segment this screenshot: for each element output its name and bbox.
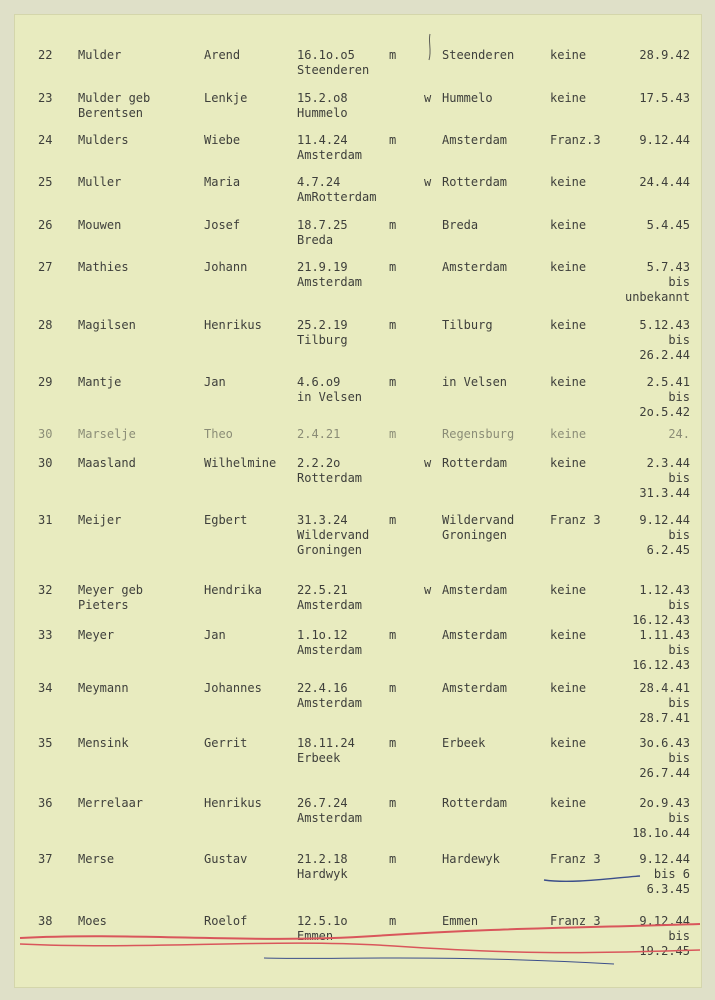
residence: Rotterdam: [442, 456, 508, 470]
row-number: 25: [38, 175, 53, 189]
birth-date-place: 16.1o.o5 Steenderen: [297, 48, 370, 77]
given-name: Roelof: [204, 914, 248, 928]
row-number: 28: [38, 318, 53, 332]
record-row: [14, 375, 702, 435]
birth-date-place: 25.2.19 Tilburg: [297, 318, 348, 347]
birth-date-place: 11.4.24 Amsterdam: [297, 133, 363, 162]
given-name: Egbert: [204, 513, 248, 527]
birth-date-place: 22.4.16 Amsterdam: [297, 681, 363, 710]
record-row: [14, 513, 702, 573]
given-name: Johannes: [204, 681, 262, 695]
sex: m: [389, 48, 397, 62]
date-range: 5.4.45: [646, 218, 690, 232]
row-number: 24: [38, 133, 53, 147]
sex: m: [389, 628, 397, 642]
nationality: keine: [550, 175, 587, 189]
nationality: keine: [550, 583, 587, 597]
date-range: 5.7.43 bis unbekannt: [624, 260, 690, 304]
sex: m: [389, 852, 397, 866]
given-name: Wiebe: [204, 133, 241, 147]
nationality: keine: [550, 48, 587, 62]
row-number: 30: [38, 427, 53, 441]
row-number: 35: [38, 736, 53, 750]
surname: Muller: [78, 175, 122, 189]
birth-date-place: 15.2.o8 Hummelo: [297, 91, 348, 120]
given-name: Jan: [204, 628, 226, 642]
date-range: 24.: [668, 427, 690, 441]
sex: m: [389, 681, 397, 695]
document-page: [14, 14, 702, 988]
given-name: Lenkje: [204, 91, 248, 105]
given-name: Theo: [204, 427, 233, 441]
sex: w: [424, 583, 432, 597]
row-number: 26: [38, 218, 53, 232]
sex: m: [389, 914, 397, 928]
sex: m: [389, 796, 397, 810]
surname: Mulders: [78, 133, 129, 147]
date-range: 2.3.44 bis 31.3.44: [639, 456, 690, 500]
residence: Hardewyk: [442, 852, 500, 866]
residence: Tilburg: [442, 318, 493, 332]
surname: Meijer: [78, 513, 122, 527]
surname: Moes: [78, 914, 107, 928]
sex: m: [389, 218, 397, 232]
birth-date-place: 4.7.24 AmRotterdam: [297, 175, 377, 204]
residence: Amsterdam: [442, 583, 508, 597]
birth-date-place: 18.7.25 Breda: [297, 218, 348, 247]
residence: Rotterdam: [442, 175, 508, 189]
row-number: 38: [38, 914, 53, 928]
birth-date-place: 31.3.24 Wildervand Groningen: [297, 513, 370, 557]
residence: Erbeek: [442, 736, 486, 750]
residence: Regensburg: [442, 427, 515, 441]
birth-date-place: 2.2.2o Rotterdam: [297, 456, 363, 485]
nationality: keine: [550, 260, 587, 274]
nationality: keine: [550, 796, 587, 810]
record-row: [14, 456, 702, 516]
record-row: [14, 260, 702, 320]
residence: Amsterdam: [442, 260, 508, 274]
surname: Mathies: [78, 260, 129, 274]
nationality: Franz 3: [550, 852, 601, 866]
nationality: keine: [550, 218, 587, 232]
date-range: 1.12.43 bis 16.12.43: [632, 583, 690, 627]
surname: Mulder: [78, 48, 122, 62]
sex: m: [389, 427, 397, 441]
birth-date-place: 12.5.1o Emmen: [297, 914, 348, 943]
row-number: 33: [38, 628, 53, 642]
residence: Amsterdam: [442, 628, 508, 642]
record-row: [14, 628, 702, 688]
nationality: Franz.3: [550, 133, 601, 147]
date-range: 28.4.41 bis 28.7.41: [639, 681, 690, 725]
sex: w: [424, 175, 432, 189]
surname: Meymann: [78, 681, 129, 695]
date-range: 2.5.41 bis 2o.5.42: [639, 375, 690, 419]
surname: Meyer: [78, 628, 115, 642]
nationality: Franz 3: [550, 914, 601, 928]
sex: m: [389, 318, 397, 332]
surname: Mantje: [78, 375, 122, 389]
date-range: 17.5.43: [639, 91, 690, 105]
surname: Maasland: [78, 456, 136, 470]
nationality: keine: [550, 375, 587, 389]
date-range: 9.12.44: [639, 133, 690, 147]
surname: Mulder geb Berentsen: [78, 91, 151, 120]
nationality: keine: [550, 456, 587, 470]
residence: Wildervand Groningen: [442, 513, 515, 542]
sex: m: [389, 133, 397, 147]
sex: m: [389, 375, 397, 389]
nationality: keine: [550, 681, 587, 695]
nationality: keine: [550, 427, 587, 441]
surname: Merse: [78, 852, 115, 866]
given-name: Wilhelmine: [204, 456, 277, 470]
birth-date-place: 21.9.19 Amsterdam: [297, 260, 363, 289]
record-row: [14, 681, 702, 741]
given-name: Gustav: [204, 852, 248, 866]
red-pencil-underline: [14, 914, 702, 974]
sex: m: [389, 260, 397, 274]
date-range: 3o.6.43 bis 26.7.44: [639, 736, 690, 780]
surname: Meyer geb Pieters: [78, 583, 144, 612]
nationality: keine: [550, 628, 587, 642]
residence: Steenderen: [442, 48, 515, 62]
given-name: Henrikus: [204, 796, 262, 810]
row-number: 31: [38, 513, 53, 527]
row-number: 36: [38, 796, 53, 810]
row-number: 30: [38, 456, 53, 470]
date-range: 24.4.44: [639, 175, 690, 189]
sex: m: [389, 736, 397, 750]
residence: in Velsen: [442, 375, 508, 389]
birth-date-place: 22.5.21 Amsterdam: [297, 583, 363, 612]
date-range: 28.9.42: [639, 48, 690, 62]
given-name: Henrikus: [204, 318, 262, 332]
given-name: Johann: [204, 260, 248, 274]
row-number: 37: [38, 852, 53, 866]
record-row: [14, 796, 702, 856]
given-name: Maria: [204, 175, 241, 189]
surname: Magilsen: [78, 318, 136, 332]
nationality: Franz 3: [550, 513, 601, 527]
date-range: 5.12.43 bis 26.2.44: [639, 318, 690, 362]
nationality: keine: [550, 91, 587, 105]
residence: Amsterdam: [442, 133, 508, 147]
surname: Mensink: [78, 736, 129, 750]
sex: w: [424, 456, 432, 470]
date-range: 2o.9.43 bis 18.1o.44: [632, 796, 690, 840]
given-name: Hendrika: [204, 583, 262, 597]
record-row: [14, 736, 702, 796]
residence: Emmen: [442, 914, 479, 928]
given-name: Arend: [204, 48, 241, 62]
given-name: Jan: [204, 375, 226, 389]
residence: Hummelo: [442, 91, 493, 105]
residence: Amsterdam: [442, 681, 508, 695]
row-number: 23: [38, 91, 53, 105]
date-range: 9.12.44 bis 6.2.45: [639, 513, 690, 557]
birth-date-place: 1.1o.12 Amsterdam: [297, 628, 363, 657]
birth-date-place: 18.11.24 Erbeek: [297, 736, 355, 765]
nationality: keine: [550, 318, 587, 332]
row-number: 22: [38, 48, 53, 62]
birth-date-place: 2.4.21: [297, 427, 341, 441]
record-row: [14, 318, 702, 378]
residence: Rotterdam: [442, 796, 508, 810]
surname: Merrelaar: [78, 796, 144, 810]
row-number: 34: [38, 681, 53, 695]
birth-date-place: 21.2.18 Hardwyk: [297, 852, 348, 881]
residence: Breda: [442, 218, 479, 232]
sex: m: [389, 513, 397, 527]
date-range: 9.12.44 bis 6 6.3.45: [639, 852, 690, 896]
blue-pencil-underline: [542, 870, 642, 890]
birth-date-place: 26.7.24 Amsterdam: [297, 796, 363, 825]
given-name: Gerrit: [204, 736, 248, 750]
nationality: keine: [550, 736, 587, 750]
row-number: 29: [38, 375, 53, 389]
date-range: 9.12.44 bis 19.2.45: [639, 914, 690, 958]
surname: Marselje: [78, 427, 136, 441]
given-name: Josef: [204, 218, 241, 232]
row-number: 27: [38, 260, 53, 274]
surname: Mouwen: [78, 218, 122, 232]
row-number: 32: [38, 583, 53, 597]
sex: w: [424, 91, 432, 105]
date-range: 1.11.43 bis 16.12.43: [632, 628, 690, 672]
birth-date-place: 4.6.o9 in Velsen: [297, 375, 363, 404]
